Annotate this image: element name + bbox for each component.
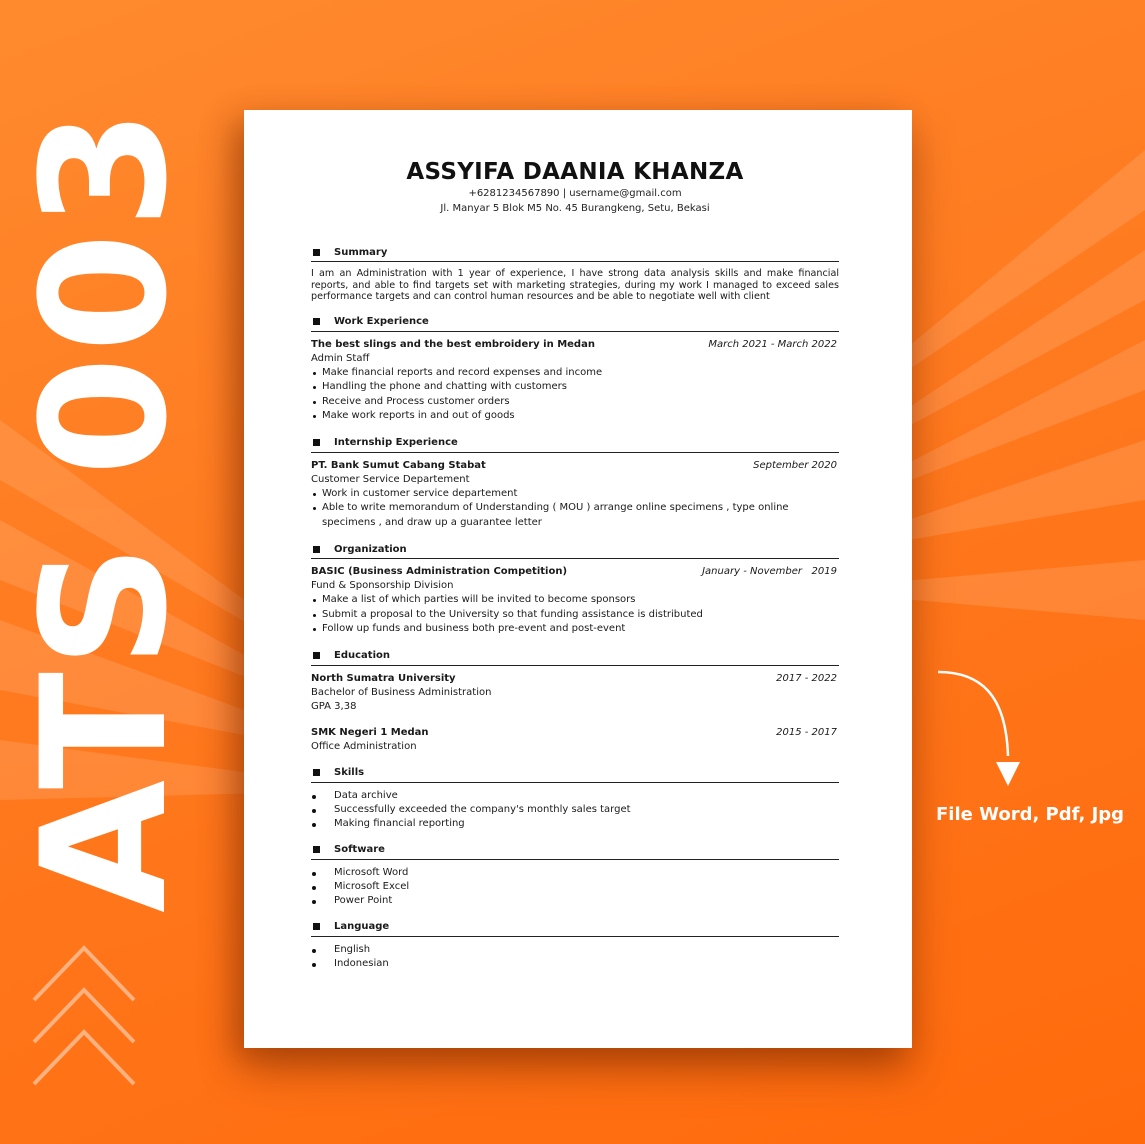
entry-org: The best slings and the best embroidery in Medan: [311, 338, 595, 350]
list-item: Successfully exceeded the company's monthly sales target: [311, 803, 839, 817]
entry-list: [311, 593, 839, 637]
entry-org: SMK Negeri 1 Medan: [311, 726, 429, 738]
entry-org: North Sumatra University: [311, 672, 456, 684]
entry-role: Fund & Sponsorship Division: [311, 580, 454, 591]
list-item: Submit a proposal to the University so that funding assistance is distributed: [311, 608, 839, 623]
section-title: Software: [334, 844, 385, 855]
resume-name: ASSYIFA DAANIA KHANZA: [406, 159, 744, 185]
entry-role: Customer Service Departement: [311, 473, 470, 485]
list-item: Follow up funds and business both pre-event and post-event: [311, 622, 839, 637]
section-bullet-icon: [313, 439, 320, 446]
side-title: ATS 003: [4, 105, 205, 913]
list-item: Work in customer service departement: [311, 487, 839, 502]
list-item: Microsoft Excel: [311, 880, 839, 894]
list-item: Making financial reporting: [311, 817, 839, 831]
entry-date: 2015 - 2017: [776, 726, 837, 738]
curved-arrow-down-icon: [930, 664, 1030, 794]
software-section: [311, 842, 839, 908]
entry-date: September 2020: [753, 459, 837, 471]
list-item: Make work reports in and out of goods: [311, 409, 839, 424]
language-list: [311, 943, 839, 971]
entry-role: Admin Staff: [311, 352, 370, 364]
section-title: Organization: [334, 543, 407, 555]
section-bullet-icon: [313, 769, 320, 776]
list-item: Make financial reports and record expenses and income: [311, 366, 839, 381]
list-item: Able to write memorandum of Understanding ( MOU ) arrange online specimens , type online specimens , and draw up a guarantee letter: [311, 501, 839, 530]
resume-page: [244, 110, 912, 1048]
education-section: [311, 648, 839, 754]
summary-text: I am an Administration with 1 year of experience, I have strong data analysis skills and make financial reports, and able to find targets set with marketing strategies, during my work I managed to exceed sales performance targets and can control human resources and be able to negotiate well with client: [311, 268, 839, 302]
list-item: Receive and Process customer orders: [311, 395, 839, 410]
section-bullet-icon: [313, 249, 320, 256]
chevron-up-icon: [30, 940, 138, 1090]
entry-org: PT. Bank Sumut Cabang Stabat: [311, 459, 486, 471]
section-title: Summary: [334, 246, 388, 258]
list-item: Microsoft Word: [311, 866, 839, 880]
entry-list: [311, 487, 839, 531]
work-section: [311, 314, 839, 424]
skills-section: [311, 765, 839, 831]
entry-date: January - November 2019: [702, 566, 837, 577]
list-item: Make a list of which parties will be invited to become sponsors: [311, 593, 839, 608]
section-bullet-icon: [313, 846, 320, 853]
entry-date: March 2021 - March 2022: [708, 338, 837, 350]
section-bullet-icon: [313, 923, 320, 930]
contact-line: +6281234567890 | username@gmail.com: [468, 188, 682, 199]
language-section: [311, 919, 839, 971]
file-formats-label: File Word, Pdf, Jpg: [936, 804, 1125, 825]
list-item: Power Point: [311, 894, 839, 908]
section-title: Education: [334, 650, 390, 661]
address-line: Jl. Manyar 5 Blok M5 No. 45 Burangkeng, Setu, Bekasi: [440, 203, 710, 214]
summary-section: [311, 244, 839, 303]
section-title: Work Experience: [334, 316, 429, 327]
skills-list: [311, 789, 839, 831]
list-item: Data archive: [311, 789, 839, 803]
section-title: Language: [334, 921, 390, 932]
entry-list: [311, 366, 839, 424]
software-list: [311, 866, 839, 908]
list-item: Handling the phone and chatting with customers: [311, 380, 839, 395]
list-item: English: [311, 943, 839, 957]
list-item: Indonesian: [311, 957, 839, 971]
section-title: Skills: [334, 767, 365, 778]
section-bullet-icon: [313, 318, 320, 325]
entry-detail: GPA 3,38: [311, 700, 357, 712]
section-bullet-icon: [313, 546, 320, 553]
organization-section: [311, 541, 839, 637]
section-title: Internship Experience: [334, 437, 458, 448]
internship-section: [311, 435, 839, 531]
entry-date: 2017 - 2022: [776, 672, 837, 684]
entry-role: Bachelor of Business Administration: [311, 686, 492, 698]
entry-role: Office Administration: [311, 740, 417, 752]
entry-org: BASIC (Business Administration Competition): [311, 566, 568, 577]
section-bullet-icon: [313, 652, 320, 659]
